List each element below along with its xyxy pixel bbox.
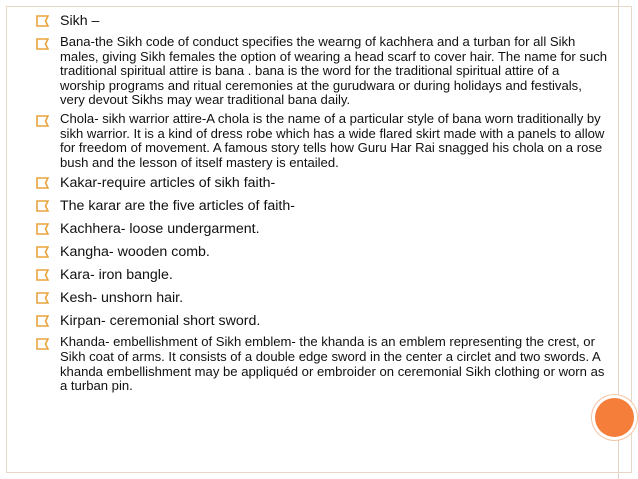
hollow-square-flag-icon (36, 292, 49, 304)
hollow-square-flag-icon (36, 338, 49, 350)
hollow-square-flag-icon (36, 315, 49, 327)
list-item (36, 197, 608, 216)
list-item-text: The karar are the five articles of faith- (60, 198, 295, 215)
list-item (36, 266, 608, 285)
list-item-text: Sikh – (60, 13, 100, 29)
list-item (36, 174, 608, 193)
hollow-square-flag-icon (36, 15, 49, 27)
list-item-text: Kesh- unshorn hair. (60, 290, 184, 307)
hollow-square-flag-icon (36, 38, 49, 50)
list-item (36, 12, 608, 31)
hollow-square-flag-icon (36, 115, 49, 127)
list-item-text: Kirpan- ceremonial short sword. (60, 313, 261, 330)
list-item-text: Chola- sikh warrior attire-A chola is the name of a particular style of bana worn traditionally by sikh warrior. It is a kind of dress robe which has a wide flared skirt made with a panels to allow for freedom of movement. A famous story tells how Guru Har Rai snagged his chola on a rose bush and the lesson of itself mastery is entailed. (60, 110, 605, 170)
list-item (36, 35, 608, 108)
list-item-text: Kangha- wooden comb. (60, 244, 210, 261)
list-item-text: Kakar-require articles of sikh faith- (60, 175, 276, 192)
list-item (36, 220, 608, 239)
list-item (36, 335, 608, 393)
list-item-text: Kara- iron bangle. (60, 267, 173, 284)
list-item-text: Kachhera- loose undergarment. (60, 221, 260, 238)
list-item (36, 312, 608, 331)
orange-circle-decoration (595, 398, 634, 437)
list-item-text: Khanda- embellishment of Sikh emblem- the khanda is an emblem representing the crest, or Sikh coat of arms. It consists of a double edge sword in the center a circlet and two swords. A khanda embellishment may be appliquéd or embroider on ceremonial Sikh clothing or worn as a turban pin. (60, 334, 605, 394)
hollow-square-flag-icon (36, 223, 49, 235)
hollow-square-flag-icon (36, 246, 49, 258)
list-item (36, 289, 608, 308)
list-item-text: Bana-the Sikh code of conduct specifies the wearng of kachhera and a turban for all Sikh males, giving Sikh females the option of wearing a head scarf to cover hair. The name for such traditional spiritual attire is bana . bana is the word for the traditional spiritual attire of a worship programs and ritual ceremonies at the gurudwara or during holidays and festivals, very devout Sikhs may wear traditional bana daily. (60, 34, 608, 108)
list-item (36, 243, 608, 262)
hollow-square-flag-icon (36, 177, 49, 189)
bullet-list (36, 12, 608, 398)
list-item (36, 112, 608, 170)
hollow-square-flag-icon (36, 200, 49, 212)
hollow-square-flag-icon (36, 269, 49, 281)
